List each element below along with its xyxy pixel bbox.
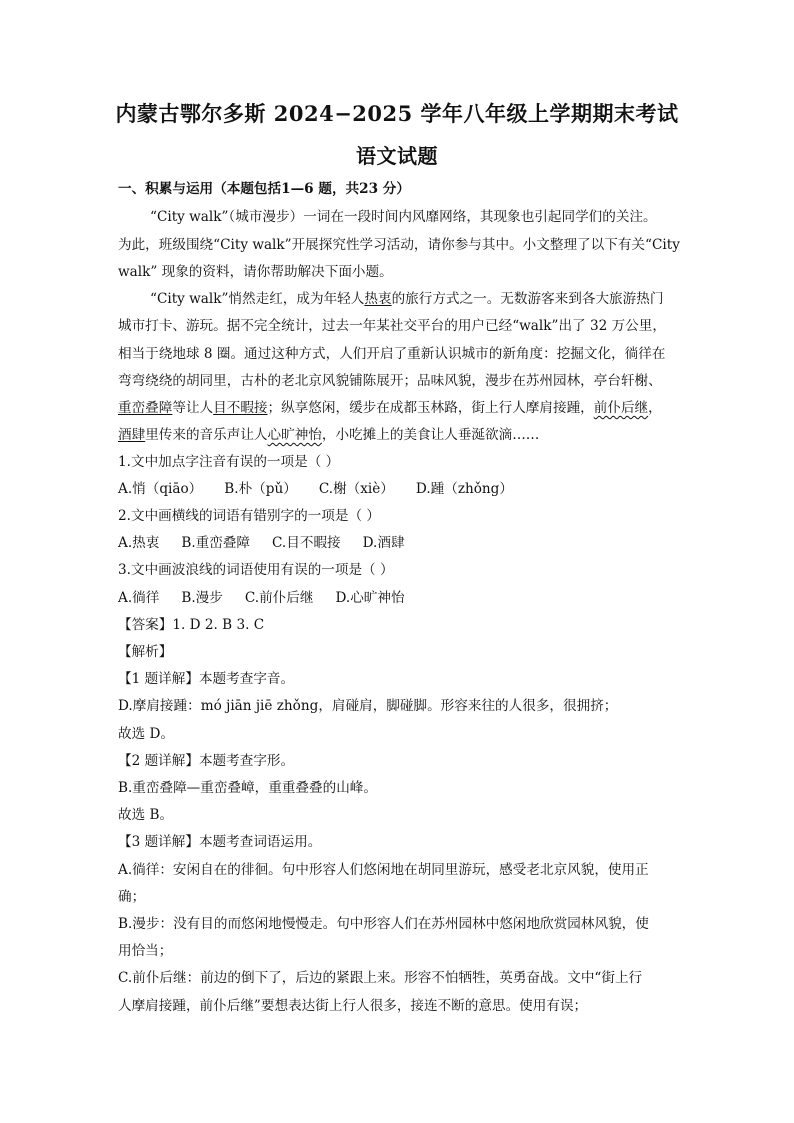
underlined-word: 重峦叠障 [118, 400, 173, 416]
passage-text: ，小吃摊上的美食让人垂涎欲滴…… [321, 427, 540, 443]
analysis-line: 确； [118, 889, 146, 905]
underlined-word: 目不暇接 [213, 400, 268, 416]
answer-line: 【答案】1. D 2. B 3. C [118, 617, 265, 633]
passage-text: 里传来的音乐声让人 [145, 427, 268, 443]
document-title: 内蒙古鄂尔多斯 2024−2025 学年八年级上学期期末考试 [115, 101, 679, 126]
section-heading: 一、积累与运用（本题包括1—6 题，共23 分） [118, 181, 410, 197]
passage-line-5 [118, 399, 678, 418]
analysis-line: 用恰当； [118, 943, 173, 959]
underlined-word: 酒肆 [118, 427, 146, 443]
question-2-options [118, 534, 678, 553]
analysis-line: 【1 题详解】本题考查字音。 [118, 671, 295, 687]
passage-line-6 [118, 426, 678, 445]
document-subtitle: 语文试题 [356, 144, 438, 168]
analysis-line: D.摩肩接踵：mó jiān jiē zhǒng，肩碰肩，脚碰脚。形容来往的人很多，很拥挤； [118, 698, 618, 714]
question-1-options [118, 480, 678, 499]
wavy-underlined-word: 心旷神怡 [267, 427, 322, 443]
analysis-line: A.徜徉：安闲自在的徘徊。句中形容人们悠闲地在胡同里游玩，感受老北京风貌，使用正 [118, 862, 649, 878]
question-1-stem: 1.文中加点字注音有误的一项是（ ） [118, 454, 340, 470]
option-d: D.酒肆 [362, 535, 405, 551]
option-a: A.悄（qiāo） [118, 481, 203, 497]
intro-line-1: “City walk”（城市漫步）一词在一段时间内风靡网络，其现象也引起同学们的关注。 [150, 209, 657, 225]
analysis-line: 【3 题详解】本题考查词语运用。 [118, 834, 322, 850]
analysis-line: B.漫步：没有目的而悠闲地慢慢走。句中形容人们在苏州园林中悠闲地欣赏园林风貌，使 [118, 916, 649, 932]
passage-line-1 [150, 290, 710, 309]
passage-line-2: 城市打卡、游玩。据不完全统计，过去一年某社交平台的用户已经“walk”出了 32 万公里， [118, 318, 666, 334]
analysis-line: 故选 B。 [118, 807, 174, 823]
question-3-options [118, 589, 678, 608]
intro-line-3: walk” 现象的资料，请你帮助解决下面小题。 [118, 264, 393, 280]
passage-text: “City walk”悄然走红，成为年轻人 [150, 291, 365, 307]
analysis-line: B.重峦叠障—重峦叠嶂，重重叠叠的山峰。 [118, 780, 377, 796]
analysis-line: 故选 D。 [118, 726, 175, 742]
option-b: B.漫步 [181, 590, 223, 606]
question-2-stem: 2.文中画横线的词语有错别字的一项是（ ） [118, 508, 380, 524]
option-a: A.徜徉 [118, 590, 160, 606]
option-a: A.热衷 [118, 535, 160, 551]
passage-line-3: 相当于绕地球 8 圈。通过这种方式，人们开启了重新认识城市的新角度：挖掘文化，徜徉在 [118, 346, 666, 362]
analysis-line: 人摩肩接踵，前仆后继”要想表达街上行人很多，接连不断的意思。使用有误； [118, 998, 588, 1014]
option-d: D.踵（zhǒng） [415, 481, 513, 497]
passage-line-4: 弯弯绕绕的胡同里，古朴的老北京风貌铺陈展开；品味风貌，漫步在苏州园林，亭台轩榭、 [118, 373, 662, 389]
option-c: C.前仆后继 [244, 590, 314, 606]
question-3-stem: 3.文中画波浪线的词语使用有误的一项是（ ） [118, 562, 394, 578]
intro-line-2: 为此，班级围绕“City walk”开展探究性学习活动，请你参与其中。小文整理了以下有关“City [118, 237, 680, 253]
passage-text: ；纵享悠闲，缓步在成都玉林路，街上行人摩肩接踵， [267, 400, 594, 416]
option-c: C.目不暇接 [272, 535, 341, 551]
option-c: C.榭（xiè） [318, 481, 394, 497]
wavy-underlined-word: 前仆后继 [593, 400, 649, 416]
underlined-word: 热衷 [364, 291, 392, 307]
option-b: B.重峦叠障 [181, 535, 251, 551]
analysis-line: 【2 题详解】本题考查字形。 [118, 753, 295, 769]
passage-text: ， [648, 400, 662, 416]
analysis-line: C.前仆后继：前边的倒下了，后边的紧跟上来。形容不怕牺牲，英勇奋战。文中“街上行 [118, 970, 643, 986]
analysis-heading: 【解析】 [118, 644, 173, 660]
passage-text: 等让人 [172, 400, 214, 416]
option-d: D.心旷神怡 [335, 590, 405, 606]
passage-text: 的旅行方式之一。无数游客来到各大旅游热门 [391, 291, 664, 307]
option-b: B.朴（pǔ） [224, 481, 297, 497]
